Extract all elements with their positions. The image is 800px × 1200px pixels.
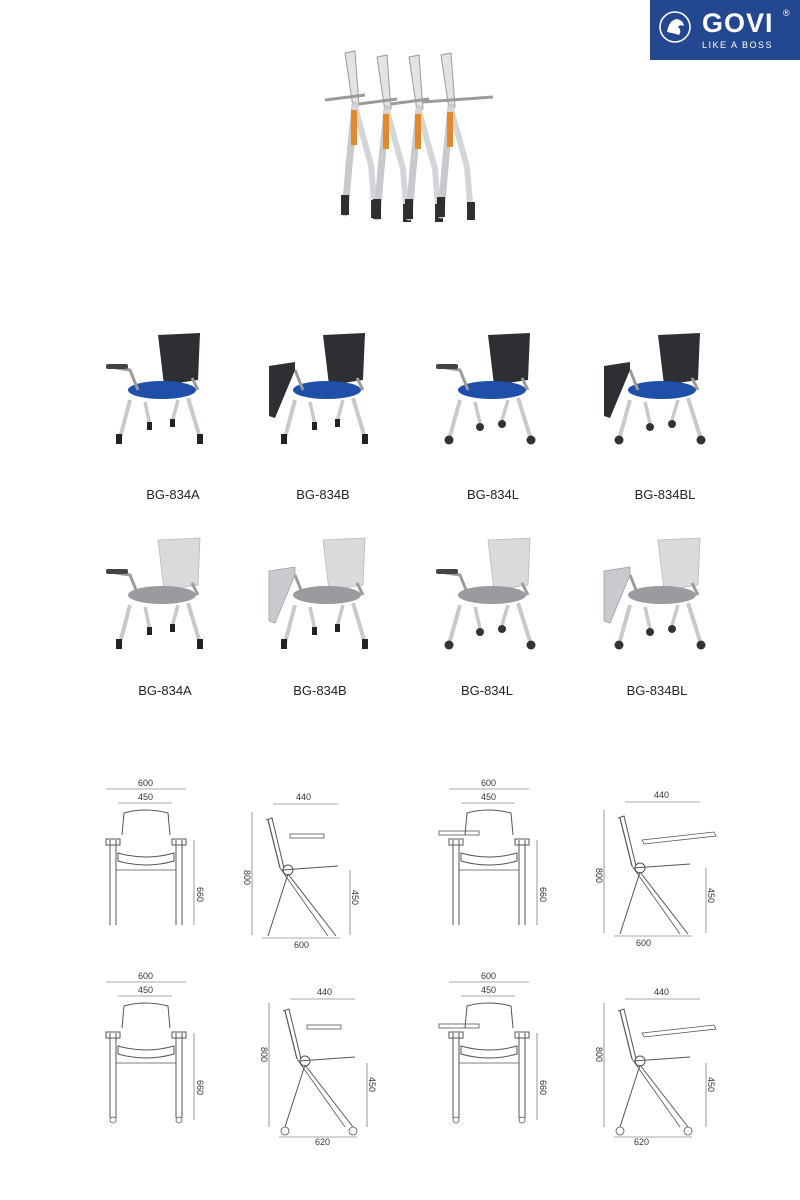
dim-side-base: 600	[636, 938, 652, 948]
model-label: BG-834BL	[626, 683, 688, 698]
dim-front-width: 600	[481, 971, 497, 981]
chair-photo-bg834l-light	[430, 535, 550, 660]
side-view-drawing-1	[238, 790, 368, 950]
front-view-drawing-3	[100, 968, 210, 1128]
dim-seat-width: 450	[481, 792, 497, 802]
model-label: BG-834L	[466, 487, 520, 502]
dim-seat-width: 450	[481, 985, 497, 995]
chair-photo-bg834bl-dark	[600, 330, 720, 455]
dim-seat-width: 450	[138, 985, 154, 995]
dim-seat-height: 450	[706, 888, 716, 904]
lion-seal-icon	[658, 10, 692, 44]
dim-seat-width: 450	[138, 792, 154, 802]
registered-mark: ®	[783, 8, 790, 18]
dim-front-height: 660	[538, 1080, 548, 1096]
dim-seat-height: 450	[706, 1077, 716, 1093]
stacked-chairs-image	[315, 45, 505, 240]
folded-chair-3	[391, 55, 443, 222]
dim-side-base-caster: 620	[634, 1137, 650, 1145]
dim-side-depth: 440	[296, 792, 312, 802]
side-view-drawing-4	[590, 985, 730, 1145]
model-label: BG-834B	[293, 683, 347, 698]
chair-photo-bg834a-light	[100, 535, 220, 660]
dim-side-base-caster: 620	[315, 1137, 331, 1145]
dim-front-height: 660	[538, 887, 548, 903]
dim-side-depth: 440	[654, 987, 670, 997]
dim-side-depth: 440	[317, 987, 333, 997]
dim-side-base: 600	[294, 940, 310, 950]
model-label: BG-834L	[460, 683, 514, 698]
chair-photo-bg834b-dark	[265, 330, 385, 455]
dim-front-width: 600	[481, 778, 497, 788]
dim-seat-height: 450	[367, 1077, 377, 1093]
side-view-drawing-2	[590, 788, 730, 948]
dim-front-height: 660	[195, 1080, 205, 1096]
chair-photo-bg834b-light	[265, 535, 385, 660]
chair-photo-bg834l-dark	[430, 330, 550, 455]
side-view-drawing-3	[255, 985, 385, 1145]
model-label: BG-834BL	[634, 487, 696, 502]
dim-front-width: 600	[138, 778, 154, 788]
dim-side-height: 800	[259, 1047, 269, 1063]
model-label: BG-834B	[296, 487, 350, 502]
dim-side-height: 800	[594, 868, 604, 884]
dim-side-height: 800	[594, 1047, 604, 1063]
dim-seat-height: 450	[350, 890, 360, 906]
dim-side-height: 800	[242, 870, 252, 886]
front-view-drawing-4	[435, 968, 555, 1128]
brand-name: GOVI	[702, 8, 774, 38]
dim-side-depth: 440	[654, 790, 670, 800]
dim-front-height: 660	[195, 887, 205, 903]
front-view-drawing-2	[435, 775, 555, 935]
chair-photo-bg834bl-light	[600, 535, 720, 660]
dim-front-width: 600	[138, 971, 154, 981]
model-label: BG-834A	[146, 487, 200, 502]
chair-photo-bg834a-dark	[100, 330, 220, 455]
model-label: BG-834A	[138, 683, 192, 698]
govi-logo	[650, 0, 800, 60]
brand-tagline: LIKE A BOSS	[702, 40, 774, 50]
front-view-drawing-1	[100, 775, 210, 935]
folded-chair-4	[423, 53, 493, 220]
folded-chair-1	[325, 51, 379, 218]
